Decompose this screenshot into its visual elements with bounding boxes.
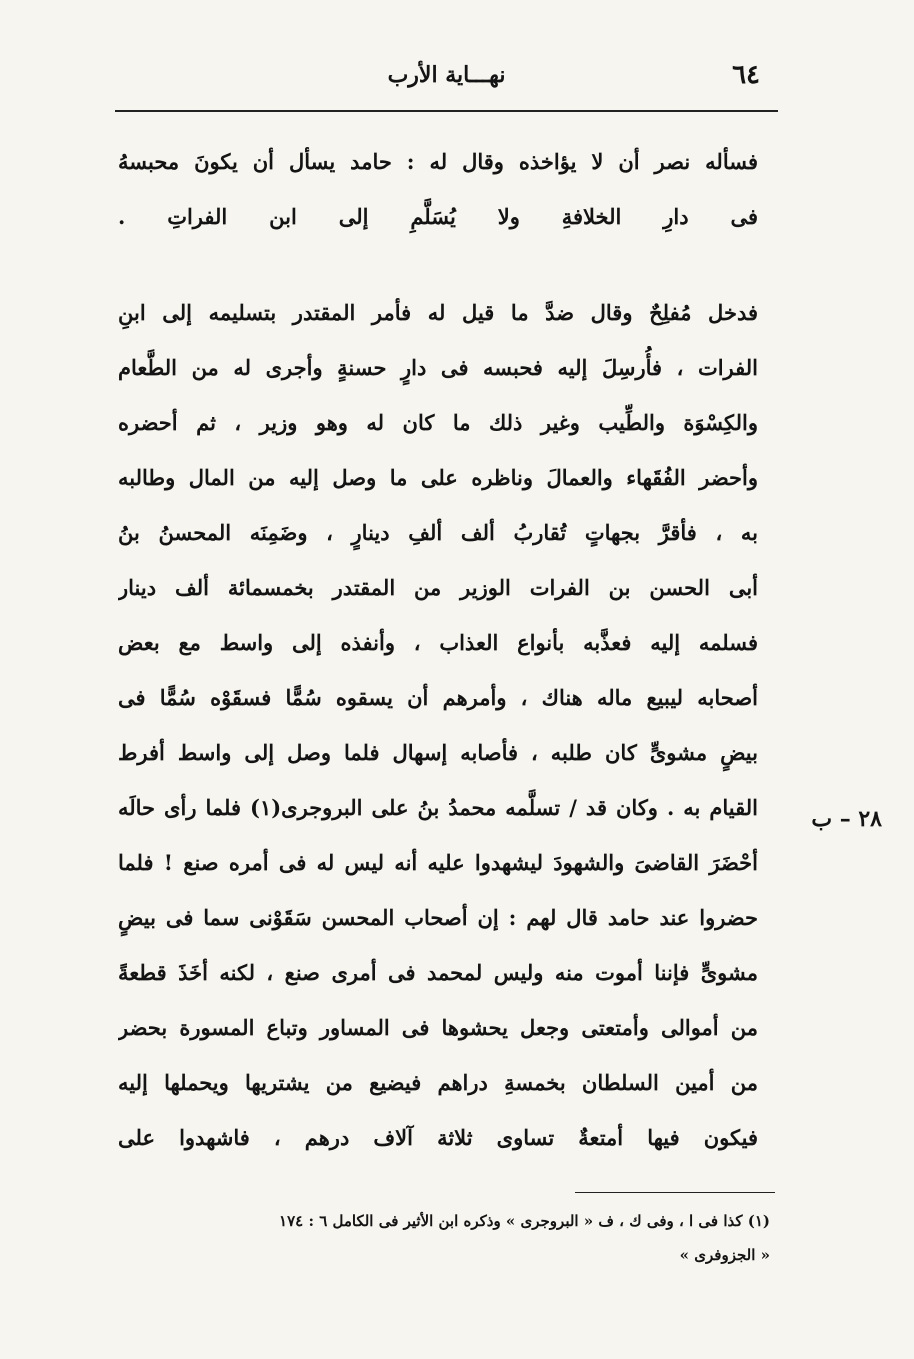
running-title: نهـــاية الأرب (387, 62, 506, 88)
paragraph (118, 140, 758, 250)
text-line: الفرات ، فأُرسِلَ إليه فحبسه فى دارٍ حسنةٍ وأجرى له من الطَّعام (118, 355, 758, 380)
text-line: حضروا عند حامد قال لهم : إن أصحاب المحسن سَقَوْنى سما فى بيضٍ (118, 905, 758, 930)
text-line: من أموالى وأمتعتى وجعل يحشوها فى المساور وتباع المسورة بحضر (118, 1015, 758, 1040)
footnote (130, 1206, 770, 1274)
body-text (118, 140, 758, 1171)
header-rule (115, 110, 778, 112)
text-line: بيضٍ مشوىٍّ كان طلبه ، فأصابه إسهال فلما وصل إلى واسط أفرط (118, 740, 758, 765)
margin-folio-note: ٢٨ – ب (811, 806, 882, 832)
footnote-rule (575, 1192, 775, 1193)
text-line: فسلمه إليه فعذَّبه بأنواع العذاب ، وأنفذه إلى واسط مع بعض (118, 630, 758, 655)
footnote-line: « الجزوفرى » (679, 1246, 770, 1264)
text-line: فسأله نصر أن لا يؤاخذه وقال له : حامد يسأل أن يكونَ محبسهُ (118, 149, 758, 174)
text-line: فى دارِ الخلافةِ ولا يُسَلَّمِ إلى ابن الفراتِ . (118, 204, 758, 229)
text-line: فيكون فيها أمتعةٌ تساوى ثلاثة آلاف درهم ، فاشهدوا على (118, 1125, 758, 1150)
paragraph-gap (118, 250, 758, 291)
page-number: ٦٤ (732, 60, 760, 90)
page-header (115, 58, 778, 106)
footnote-line: (١) كذا فى ا ، وفى ك ، ف « البروجرى » وذكره ابن الأثير فى الكامل ٦ : ١٧٤ (279, 1212, 770, 1230)
text-line: مشوىٍّ فإننا أموت منه وليس لمحمد فى أمرى صنع ، لكنه أخَذَ قطعةً (118, 960, 758, 985)
text-line: وأحضر الفُقَهاء والعمالَ وناظره على ما وصل إليه من المال وطالبه (118, 465, 758, 490)
text-line: من أمين السلطان بخمسةِ دراهم فيضيع من يشتريها ويحملها إليه (118, 1070, 758, 1095)
paragraph (118, 291, 758, 1171)
text-line: أصحابه ليبيع ماله هناك ، وأمرهم أن يسقوه سُمًّا فسقَوْه سُمًّا فى (118, 685, 758, 710)
text-line: والكِسْوَة والطِّيب وغير ذلك ما كان له وهو وزير ، ثم أحضره (118, 410, 758, 435)
text-line: به ، فأقرَّ بجهاتٍ تُقاربُ ألف ألفِ دينارٍ ، وضَمِنَه المحسنُ بنُ (118, 520, 758, 545)
text-line: أحْضَرَ القاضىَ والشهودَ ليشهدوا عليه أنه ليس له فى أمره صنع ! فلما (118, 850, 758, 875)
text-line: أبى الحسن بن الفرات الوزير من المقتدر بخمسمائة ألف دينار (118, 575, 758, 600)
text-line: فدخل مُفلِحٌ وقال ضدَّ ما قيل له فأمر المقتدر بتسليمه إلى ابنِ (118, 300, 758, 325)
text-line: القيام به . وكان قد / تسلَّمه محمدُ بنُ على البروجرى(١) فلما رأى حالَه (118, 795, 758, 820)
